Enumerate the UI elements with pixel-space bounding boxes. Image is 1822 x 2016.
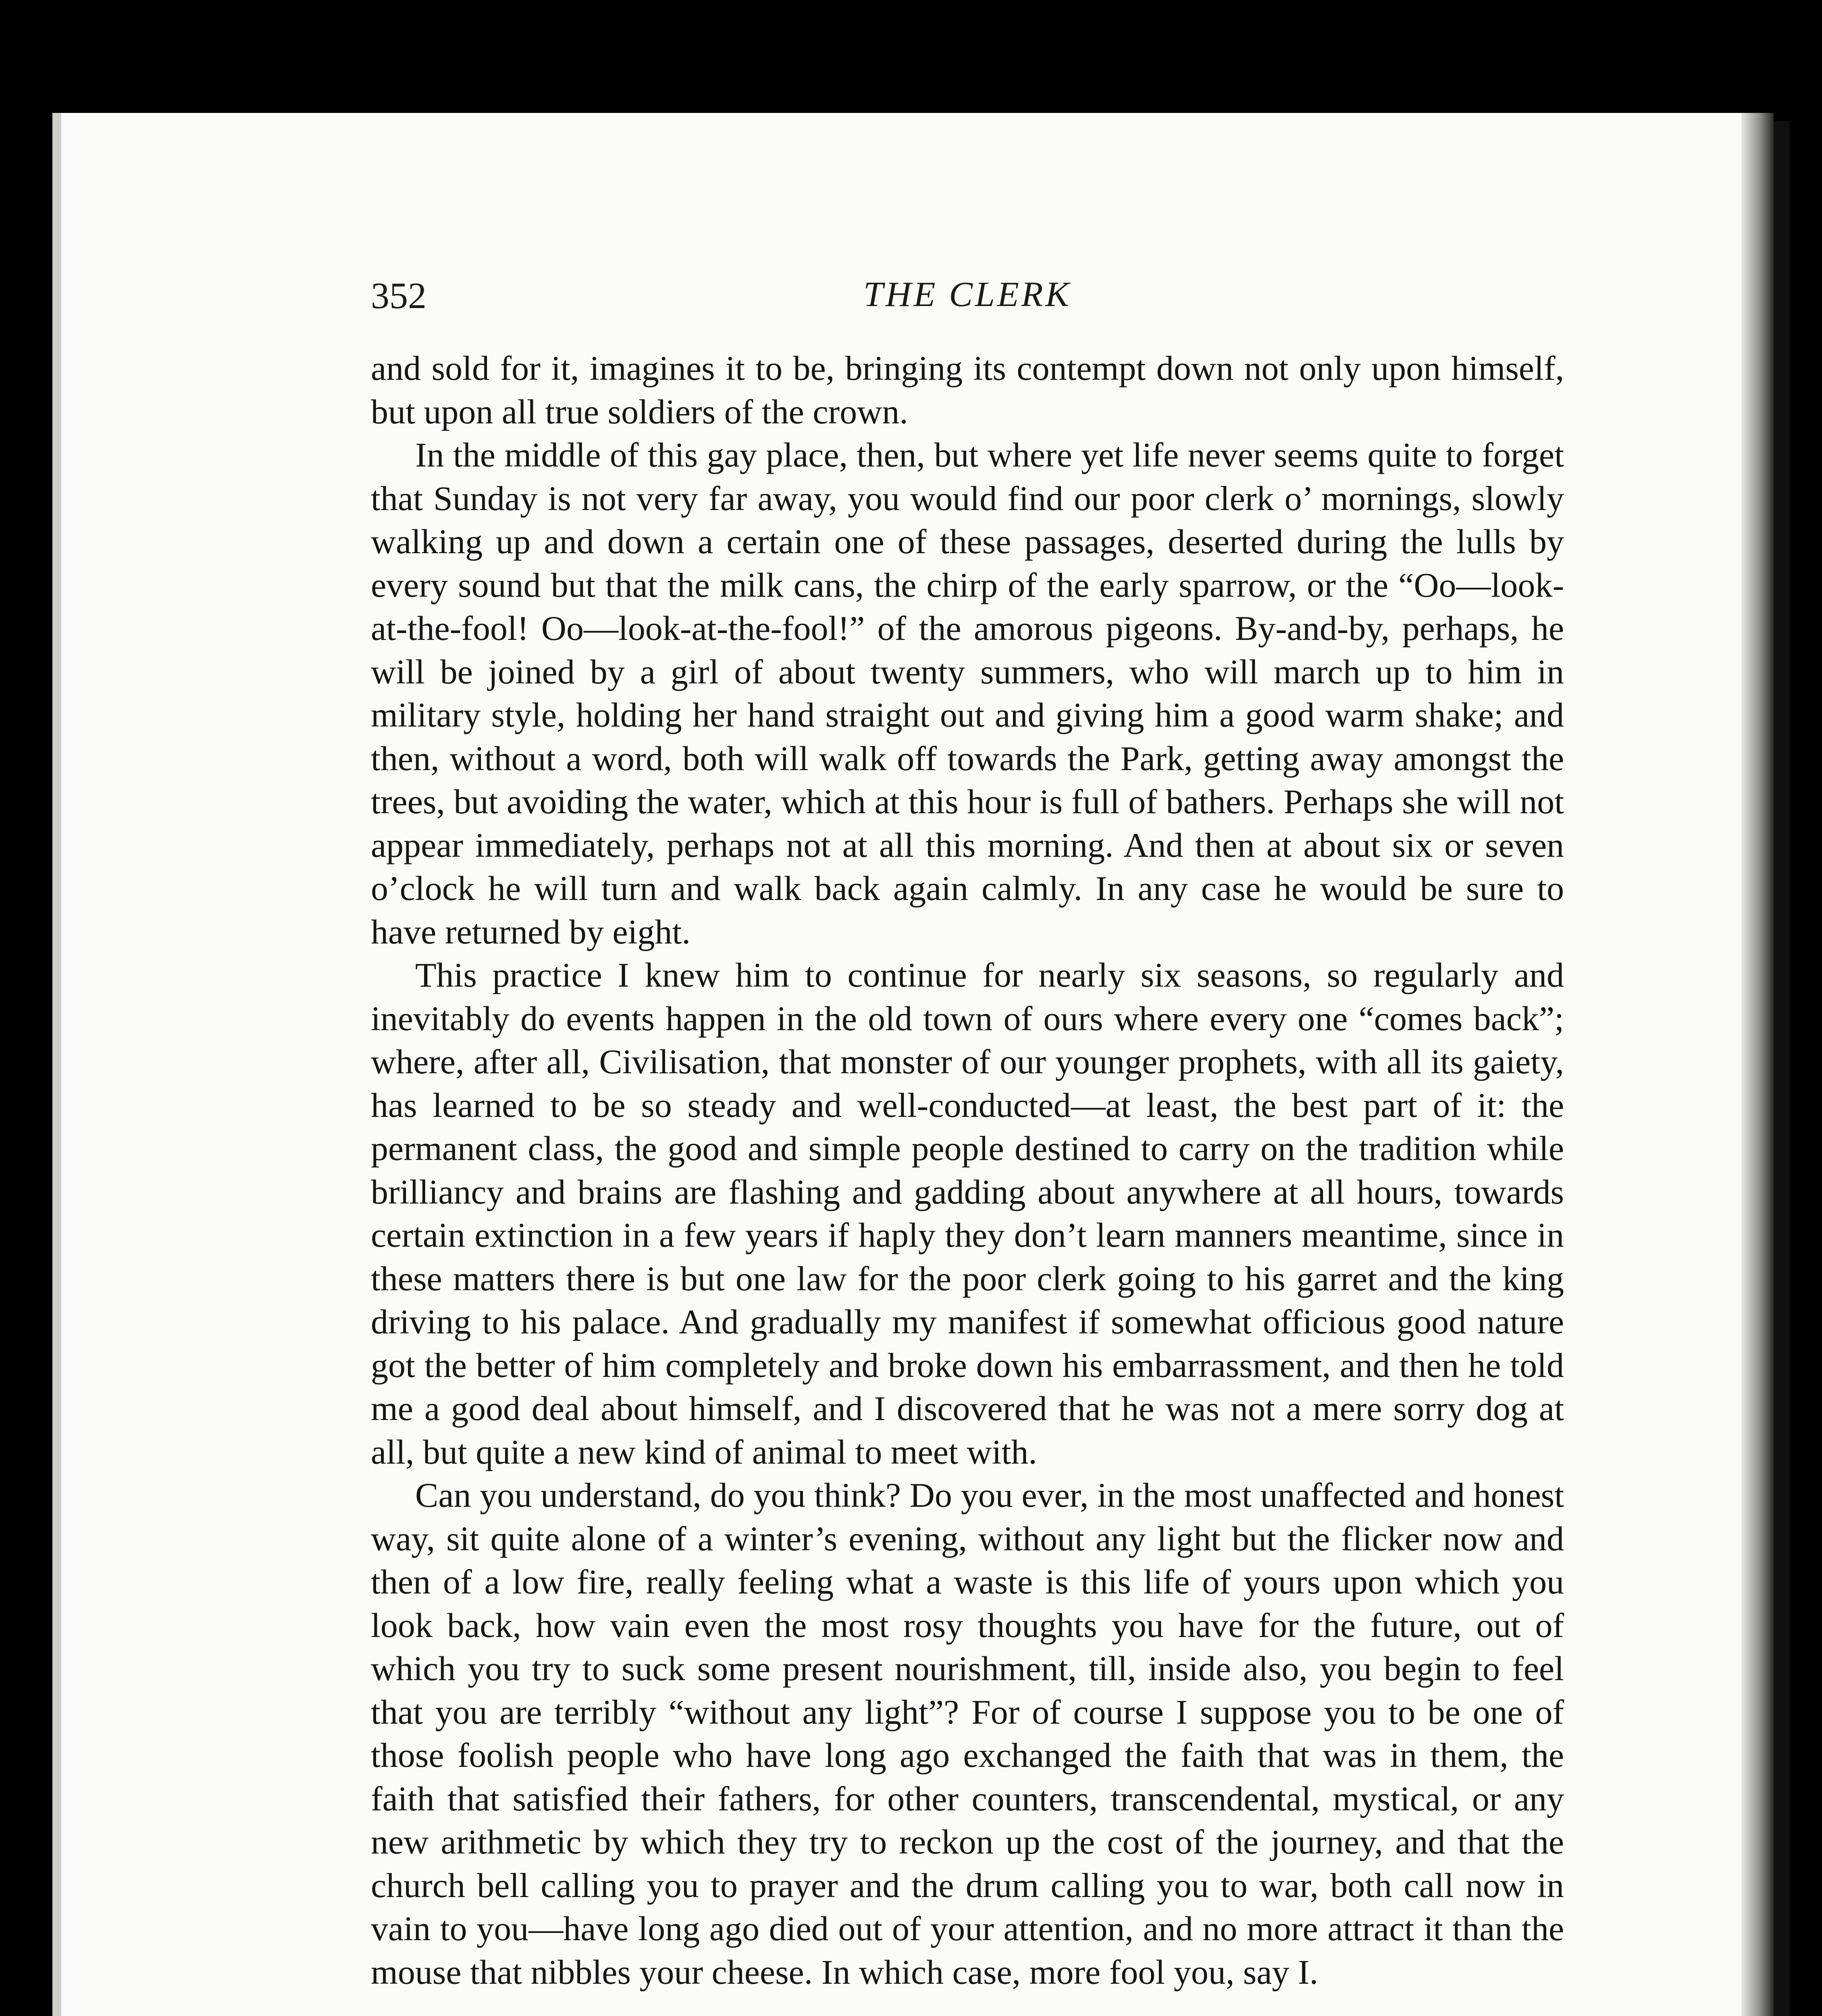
page-number: 352 bbox=[371, 275, 426, 316]
paragraph: This practice I knew him to continue for nearly six seasons, so regularly and inevitably do events happen in the old town of ours where every one “comes back”; where, after all, Civilisation, that monster of our younger prophets, with all its gaiety, has learned to be so steady and well-conducted—at least, the best part of it: the permanent class, the good and simple people destined to carry on the tradition while brilliancy and brains are flashing and gadding about anywhere at all hours, towards certain extinction in a few years if haply they don’t learn manners meantime, since in these matters there is but one law for the poor clerk going to his garret and the king driving to his palace. And gradually my manifest if somewhat officious good nature got the better of him completely and broke down his embarrassment, and then he told me a good deal about himself, and I discovered that he was not a mere sorry dog at all, but quite a new kind of animal to meet with. bbox=[371, 956, 1564, 1471]
gutter-shadow bbox=[1741, 113, 1774, 2016]
paragraph: In the middle of this gay place, then, but where yet life never seems quite to forget that Sunday is not very far away, you would find our poor clerk o’ mornings, slowly walking up and down a certain one of these passages, deserted during the lulls by every sound but that the milk cans, the chirp of the early sparrow, or the “Oo—look-at-the-fool! Oo—look-at-the-fool!” of the amorous pigeons. By-and-by, perhaps, he will be joined by a girl of about twenty summers, who will march up to him in military style, holding her hand straight out and giving him a good warm shake; and then, without a word, both will walk off towards the Park, getting away amongst the trees, but avoiding the water, which at this hour is full of bathers. Perhaps she will not appear immediately, perhaps not at all this morning. And then at about six or seven o’clock he will turn and walk back again calmly. In any case he would be sure to have returned by eight. bbox=[371, 435, 1564, 951]
running-head bbox=[371, 274, 1564, 323]
body-text bbox=[371, 347, 1564, 1994]
page-left-edge bbox=[52, 113, 61, 2016]
paragraph: Can you understand, do you think? Do you ever, in the most unaffected and honest way, sit quite alone of a winter’s evening, without any light but the flicker now and then of a low fire, really feeling what a waste is this life of yours upon which you look back, how vain even the most rosy thoughts you have for the future, out of which you try to suck some present nourishment, till, inside also, you begin to feel that you are terribly “without any light”? For of course I suppose you to be one of those foolish people who have long ago exchanged the faith that was in them, the faith that satisfied their fathers, for other counters, transcendental, mystical, or any new arithmetic by which they try to reckon up the cost of the journey, and that the church bell calling you to prayer and the drum calling you to war, both call now in vain to you—have long ago died out of your attention, and no more attract it than the mouse that nibbles your cheese. In which case, more fool you, say I. bbox=[371, 1476, 1564, 1991]
binding-strip bbox=[1774, 121, 1790, 2016]
paragraph-continued: and sold for it, imagines it to be, bringing its contempt down not only upon himself, but upon all true soldiers of the crown. bbox=[371, 349, 1564, 431]
running-title: THE CLERK bbox=[863, 275, 1072, 314]
